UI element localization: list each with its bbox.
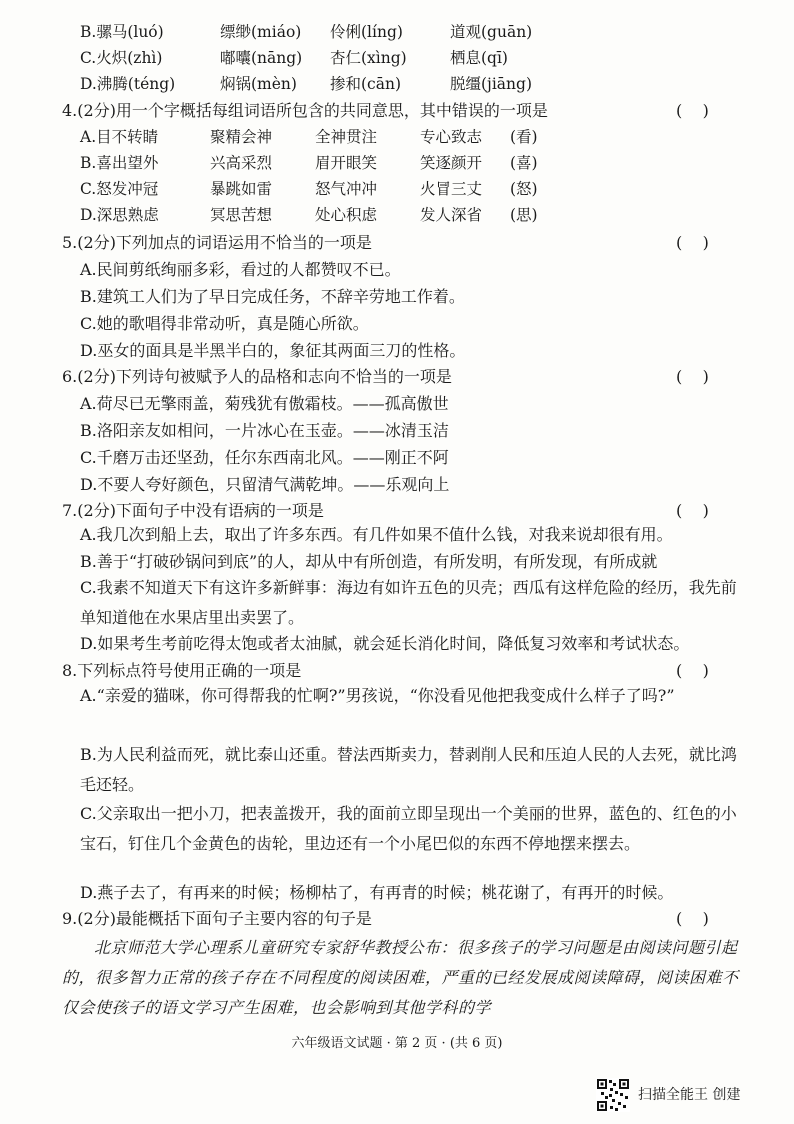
scanner-watermark: 扫描全能王 创建 (638, 1087, 741, 1103)
q7-option-c: C.我素不知道天下有这许多新鲜事：海边有如许五色的贝壳；西瓜有这样危险的经历，我先前单知道他在水果店里出卖罢了。 (80, 578, 737, 627)
q4-word: 暴跳如雷 (210, 180, 273, 198)
q8-option-a: A.“亲爱的猫咪，你可得帮我的忙啊?”男孩说，“你没看见他把我变成什么样子了吗?” (80, 686, 675, 705)
pinyin-item: 掺和(cān) (330, 75, 401, 93)
q4-word: (看) (510, 128, 538, 146)
question-9-stem: 9.(2分)最能概括下面句子主要内容的句子是 (62, 909, 372, 928)
pinyin-item: 栖息(qī) (450, 49, 508, 67)
q7-option-b: B.善于“打破砂锅问到底”的人，却从中有所创造，有所发明，有所发现，有所成就 (80, 552, 658, 571)
answer-blank-9[interactable]: ( ) (676, 909, 709, 928)
q5-option-b: B.建筑工人们为了早日完成任务，不辞辛劳地工作着。 (80, 287, 465, 306)
pinyin-item: 缥缈(miáo) (220, 23, 302, 41)
answer-blank-7[interactable]: ( ) (676, 501, 709, 520)
pinyin-item: D.沸腾(téng) (80, 75, 176, 93)
q4-word: 火冒三丈 (420, 180, 483, 198)
page-footer: 六年级语文试题 · 第 2 页 · (共 6 页) (291, 1036, 503, 1051)
q6-option-c: C.千磨万击还坚劲，任尔东西南北风。——刚正不阿 (80, 448, 449, 467)
pinyin-item: 道观(guān) (450, 23, 533, 41)
q4-word: D.深思熟虑 (80, 206, 159, 224)
q4-word: 发人深省 (420, 206, 483, 224)
q4-word: (怒) (510, 180, 538, 198)
q6-option-d: D.不要人夸好颜色，只留清气满乾坤。——乐观向上 (80, 475, 450, 494)
answer-blank-4[interactable]: ( ) (676, 101, 709, 120)
q4-word: (思) (510, 206, 538, 224)
q4-word: 全神贯注 (315, 128, 378, 146)
pinyin-item: 焖锅(mèn) (220, 75, 297, 93)
pinyin-item: B.骡马(luó) (80, 23, 164, 41)
answer-blank-8[interactable]: ( ) (676, 661, 709, 680)
q8-option-b: B.为人民利益而死，就比泰山还重。替法西斯卖力，替剥削人民和压迫人民的人去死，就比鸿毛还轻。 (80, 745, 737, 794)
pinyin-item: 脱缰(jiāng) (450, 75, 533, 93)
q4-word: 怒气冲冲 (315, 180, 378, 198)
q4-word: 兴高采烈 (210, 154, 273, 172)
q8-option-c: C.父亲取出一把小刀，把表盖拨开，我的面前立即呈现出一个美丽的世界，蓝色的、红色的小宝石，钉住几个金黄色的齿轮，里边还有一个小尾巴似的东西不停地摆来摆去。 (80, 804, 737, 853)
q4-word: 笑逐颜开 (420, 154, 483, 172)
q4-word: 冥思苦想 (210, 206, 273, 224)
q4-word: 眉开眼笑 (315, 154, 378, 172)
q4-word: (喜) (510, 154, 538, 172)
question-5-stem: 5.(2分)下列加点的词语运用不恰当的一项是 (62, 233, 372, 252)
pinyin-item: 嘟囔(nāng) (220, 49, 303, 67)
q4-word: A.目不转睛 (80, 128, 159, 146)
question-7-stem: 7.(2分)下面句子中没有语病的一项是 (62, 501, 324, 520)
q4-word: 处心积虑 (315, 206, 378, 224)
q5-option-a: A.民间剪纸绚丽多彩，看过的人都赞叹不已。 (80, 260, 401, 279)
q5-option-d: D.巫女的面具是半黑半白的，象征其两面三刀的性格。 (80, 341, 466, 360)
q6-option-a: A.荷尽已无擎雨盖，菊残犹有傲霜枝。——孤高傲世 (80, 394, 449, 413)
qr-code-icon (596, 1078, 630, 1112)
question-4-stem: 4.(2分)用一个字概括每组词语所包含的共同意思，其中错误的一项是 (62, 101, 548, 120)
q4-word: 专心致志 (420, 128, 483, 146)
q8-option-d: D.燕子去了，有再来的时候；杨柳枯了，有再青的时候；桃花谢了，有再开的时候。 (80, 883, 674, 902)
q7-option-a: A.我几次到船上去，取出了许多东西。有几件如果不值什么钱，对我来说却很有用。 (80, 525, 673, 544)
pinyin-item: 伶俐(líng) (330, 23, 403, 41)
pinyin-item: C.火炽(zhì) (80, 49, 163, 67)
q6-option-b: B.洛阳亲友如相问，一片冰心在玉壶。——冰清玉洁 (80, 421, 449, 440)
question-8-stem: 8.下列标点符号使用正确的一项是 (62, 661, 302, 680)
q7-option-d: D.如果考生考前吃得太饱或者太油腻，就会延长消化时间，降低复习效率和考试状态。 (80, 634, 690, 653)
q9-passage: 北京师范大学心理系儿童研究专家舒华教授公布：很多孩子的学习问题是由阅读问题引起的，很多智力正常的孩子存在不同程度的阅读困难，严重的已经发展成阅读障碍，阅读困难不仅会使孩子的语文学习产生困难，也会影响到其他学科的学 (62, 938, 739, 1017)
answer-blank-5[interactable]: ( ) (676, 233, 709, 252)
q4-word: 聚精会神 (210, 128, 273, 146)
answer-blank-6[interactable]: ( ) (676, 367, 709, 386)
q4-word: B.喜出望外 (80, 154, 159, 172)
q4-word: C.怒发冲冠 (80, 180, 159, 198)
question-6-stem: 6.(2分)下列诗句被赋予人的品格和志向不恰当的一项是 (62, 367, 452, 386)
q5-option-c: C.她的歌唱得非常动听，真是随心所欲。 (80, 314, 369, 333)
pinyin-item: 杏仁(xìng) (330, 49, 407, 67)
